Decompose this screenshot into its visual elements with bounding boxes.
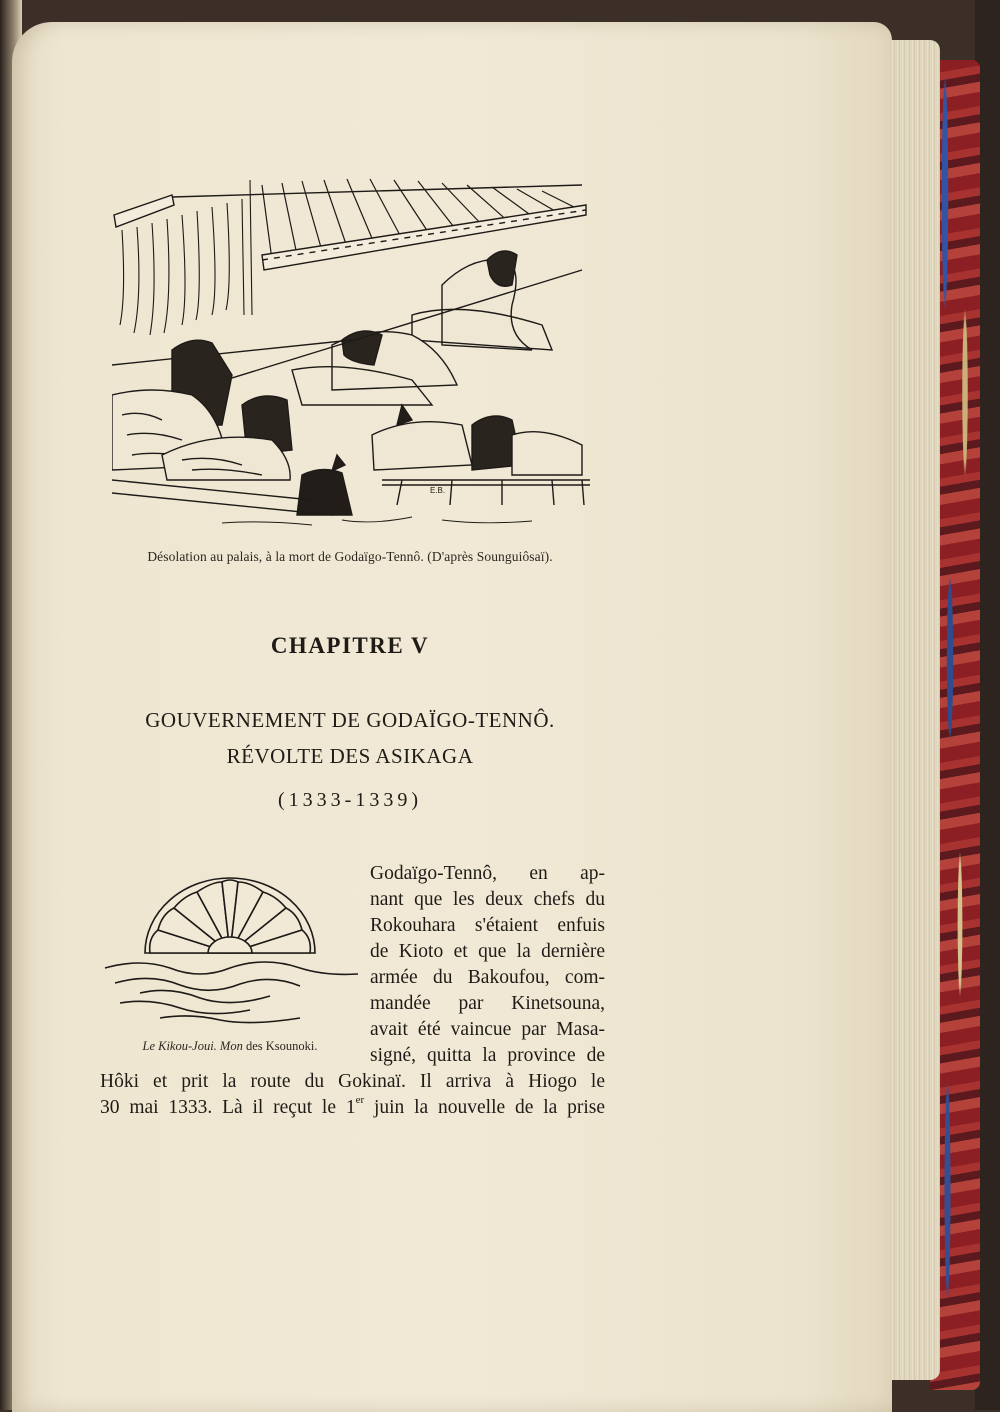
illustrator-initials: E.B. <box>430 486 446 495</box>
body-line-6: mandée par Kinetsouna, <box>370 993 605 1014</box>
body-line-7: avait été vaincue par Masa- <box>370 1019 605 1040</box>
chapter-heading: CHAPITRE V <box>270 633 430 658</box>
ordinal-superscript: er <box>355 1094 365 1106</box>
body-line-3: Rokouhara s'étaient enfuis <box>370 915 605 936</box>
mon-caption <box>105 1039 355 1054</box>
body-line-10-a: 30 mai 1333. Là il reçut le 1 <box>100 1097 356 1118</box>
kikou-joui-mon-drawing <box>100 868 360 1038</box>
mon-caption-name: Le Kikou-Joui. <box>142 1039 217 1053</box>
body-line-8: signé, quitta la province de <box>370 1045 605 1066</box>
illustration-caption: Désolation au palais, à la mort de Godaïgo-Tennô. (D'après Sounguiôsaï). <box>147 549 553 564</box>
body-line-10-b: juin la nouvelle de la prise <box>364 1097 606 1118</box>
body-line-1: Godaïgo-Tennô, en ap- <box>370 863 605 884</box>
chapter-dates: (1333-1339) <box>278 789 422 811</box>
body-line-5: armée du Bakoufou, com- <box>370 967 605 988</box>
body-line-9: Hôki et prit la route du Gokinaï. Il arriva à Hiogo le <box>100 1071 605 1092</box>
mon-caption-mon: Mon <box>219 1039 243 1053</box>
body-line-2: nant que les deux chefs du <box>370 889 605 910</box>
chapter-title-line-1: GOUVERNEMENT DE GODAÏGO-TENNÔ. <box>145 708 555 732</box>
body-line-4: de Kioto et que la dernière <box>370 941 605 962</box>
chapter-title-line-2: RÉVOLTE DES ASIKAGA <box>226 744 474 768</box>
palace-mourning-illustration <box>112 175 592 540</box>
mon-caption-rest: des Ksounoki. <box>245 1039 318 1053</box>
body-line-10 <box>100 1095 605 1121</box>
